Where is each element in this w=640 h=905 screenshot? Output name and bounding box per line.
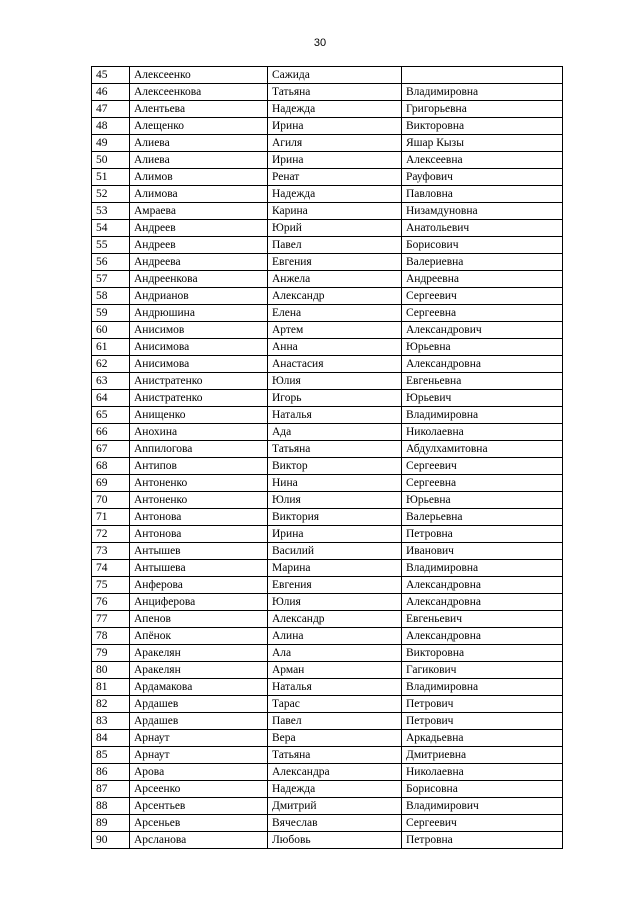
patronymic-cell: Иванович (402, 543, 563, 560)
table-row (92, 713, 563, 730)
table-row (92, 679, 563, 696)
last-name-cell: Аракелян (130, 662, 268, 679)
patronymic-cell: Дмитриевна (402, 747, 563, 764)
last-name-cell: Алексеенкова (130, 84, 268, 101)
table-row (92, 254, 563, 271)
row-number-cell: 63 (92, 373, 130, 390)
patronymic-cell: Сергеевич (402, 458, 563, 475)
row-number-cell: 62 (92, 356, 130, 373)
patronymic-cell: Сергеевна (402, 305, 563, 322)
last-name-cell: Анисимов (130, 322, 268, 339)
last-name-cell: Андрианов (130, 288, 268, 305)
first-name-cell: Юрий (268, 220, 402, 237)
table-row (92, 373, 563, 390)
first-name-cell: Алина (268, 628, 402, 645)
first-name-cell: Карина (268, 203, 402, 220)
first-name-cell: Александра (268, 764, 402, 781)
table-row (92, 118, 563, 135)
first-name-cell: Евгения (268, 254, 402, 271)
table-row (92, 152, 563, 169)
table-row (92, 832, 563, 849)
first-name-cell: Марина (268, 560, 402, 577)
patronymic-cell: Викторовна (402, 645, 563, 662)
table-row (92, 186, 563, 203)
table-row (92, 628, 563, 645)
first-name-cell: Павел (268, 713, 402, 730)
table-row (92, 730, 563, 747)
table-row (92, 696, 563, 713)
row-number-cell: 80 (92, 662, 130, 679)
patronymic-cell: Евгеньевна (402, 373, 563, 390)
row-number-cell: 48 (92, 118, 130, 135)
first-name-cell: Юлия (268, 492, 402, 509)
row-number-cell: 73 (92, 543, 130, 560)
last-name-cell: Арова (130, 764, 268, 781)
first-name-cell: Ада (268, 424, 402, 441)
first-name-cell: Александр (268, 611, 402, 628)
page-number: 30 (313, 37, 327, 49)
table-row (92, 84, 563, 101)
first-name-cell: Агиля (268, 135, 402, 152)
first-name-cell: Татьяна (268, 747, 402, 764)
row-number-cell: 75 (92, 577, 130, 594)
row-number-cell: 45 (92, 67, 130, 84)
first-name-cell: Анжела (268, 271, 402, 288)
row-number-cell: 72 (92, 526, 130, 543)
first-name-cell: Любовь (268, 832, 402, 849)
last-name-cell: Арсеенко (130, 781, 268, 798)
patronymic-cell: Владимировна (402, 84, 563, 101)
table-row (92, 271, 563, 288)
patronymic-cell: Сергеевич (402, 288, 563, 305)
patronymic-cell: Яшар Кызы (402, 135, 563, 152)
patronymic-cell: Борисовна (402, 781, 563, 798)
first-name-cell: Анна (268, 339, 402, 356)
table-row (92, 543, 563, 560)
patronymic-cell: Евгеньевич (402, 611, 563, 628)
row-number-cell: 87 (92, 781, 130, 798)
row-number-cell: 89 (92, 815, 130, 832)
last-name-cell: Антонова (130, 526, 268, 543)
row-number-cell: 83 (92, 713, 130, 730)
patronymic-cell: Владимировна (402, 560, 563, 577)
table-row (92, 220, 563, 237)
table-row (92, 305, 563, 322)
row-number-cell: 50 (92, 152, 130, 169)
row-number-cell: 71 (92, 509, 130, 526)
first-name-cell: Татьяна (268, 84, 402, 101)
row-number-cell: 79 (92, 645, 130, 662)
table-row (92, 509, 563, 526)
patronymic-cell: Александровна (402, 594, 563, 611)
patronymic-cell: Петрович (402, 713, 563, 730)
last-name-cell: Арнаут (130, 747, 268, 764)
first-name-cell: Виктор (268, 458, 402, 475)
row-number-cell: 70 (92, 492, 130, 509)
patronymic-cell: Гагикович (402, 662, 563, 679)
table-row (92, 662, 563, 679)
patronymic-cell: Юрьевна (402, 492, 563, 509)
patronymic-cell: Александровна (402, 356, 563, 373)
patronymic-cell: Александровна (402, 628, 563, 645)
table-row (92, 169, 563, 186)
last-name-cell: Антышев (130, 543, 268, 560)
patronymic-cell: Аркадьевна (402, 730, 563, 747)
first-name-cell: Павел (268, 237, 402, 254)
last-name-cell: Андреев (130, 237, 268, 254)
patronymic-cell: Борисович (402, 237, 563, 254)
table-row (92, 611, 563, 628)
row-number-cell: 66 (92, 424, 130, 441)
table-row (92, 101, 563, 118)
patronymic-cell: Юрьевна (402, 339, 563, 356)
table-row (92, 407, 563, 424)
first-name-cell: Наталья (268, 407, 402, 424)
first-name-cell: Надежда (268, 781, 402, 798)
last-name-cell: Алексеенко (130, 67, 268, 84)
row-number-cell: 60 (92, 322, 130, 339)
first-name-cell: Татьяна (268, 441, 402, 458)
patronymic-cell: Григорьевна (402, 101, 563, 118)
table-row (92, 390, 563, 407)
table-row (92, 747, 563, 764)
row-number-cell: 67 (92, 441, 130, 458)
table-row (92, 594, 563, 611)
table-row (92, 645, 563, 662)
last-name-cell: Анохина (130, 424, 268, 441)
patronymic-cell: Юрьевич (402, 390, 563, 407)
last-name-cell: Ардашев (130, 696, 268, 713)
row-number-cell: 64 (92, 390, 130, 407)
table-row (92, 135, 563, 152)
last-name-cell: Андреев (130, 220, 268, 237)
row-number-cell: 86 (92, 764, 130, 781)
last-name-cell: Антышева (130, 560, 268, 577)
first-name-cell: Нина (268, 475, 402, 492)
first-name-cell: Ренат (268, 169, 402, 186)
last-name-cell: Аракелян (130, 645, 268, 662)
last-name-cell: Андреенкова (130, 271, 268, 288)
row-number-cell: 85 (92, 747, 130, 764)
table-row (92, 492, 563, 509)
row-number-cell: 76 (92, 594, 130, 611)
patronymic-cell: Викторовна (402, 118, 563, 135)
table-row (92, 577, 563, 594)
row-number-cell: 59 (92, 305, 130, 322)
row-number-cell: 84 (92, 730, 130, 747)
patronymic-cell: Петровна (402, 832, 563, 849)
first-name-cell: Ирина (268, 152, 402, 169)
last-name-cell: Апёнок (130, 628, 268, 645)
table-row (92, 237, 563, 254)
patronymic-cell: Абдулхамитовна (402, 441, 563, 458)
table-row (92, 356, 563, 373)
last-name-cell: Алимова (130, 186, 268, 203)
table-row (92, 475, 563, 492)
last-name-cell: Анистратенко (130, 390, 268, 407)
first-name-cell: Игорь (268, 390, 402, 407)
table-row (92, 203, 563, 220)
last-name-cell: Арсентьев (130, 798, 268, 815)
patronymic-cell: Алексеевна (402, 152, 563, 169)
row-number-cell: 54 (92, 220, 130, 237)
patronymic-cell: Владимировна (402, 679, 563, 696)
patronymic-cell: Андреевна (402, 271, 563, 288)
last-name-cell: Алентьева (130, 101, 268, 118)
table-row (92, 764, 563, 781)
last-name-cell: Анистратенко (130, 373, 268, 390)
row-number-cell: 53 (92, 203, 130, 220)
last-name-cell: Антипов (130, 458, 268, 475)
last-name-cell: Алимов (130, 169, 268, 186)
last-name-cell: Амраева (130, 203, 268, 220)
last-name-cell: Алиева (130, 135, 268, 152)
patronymic-cell: Петровна (402, 526, 563, 543)
names-table-body (92, 67, 563, 849)
patronymic-cell: Валериевна (402, 254, 563, 271)
table-row (92, 458, 563, 475)
row-number-cell: 78 (92, 628, 130, 645)
last-name-cell: Андреева (130, 254, 268, 271)
row-number-cell: 74 (92, 560, 130, 577)
first-name-cell: Анастасия (268, 356, 402, 373)
first-name-cell: Надежда (268, 101, 402, 118)
table-row (92, 560, 563, 577)
patronymic-cell: Александрович (402, 322, 563, 339)
row-number-cell: 61 (92, 339, 130, 356)
row-number-cell: 55 (92, 237, 130, 254)
last-name-cell: Анищенко (130, 407, 268, 424)
names-table (91, 66, 563, 849)
patronymic-cell: Владимировна (402, 407, 563, 424)
last-name-cell: Апенов (130, 611, 268, 628)
patronymic-cell: Петрович (402, 696, 563, 713)
first-name-cell: Надежда (268, 186, 402, 203)
patronymic-cell: Анатольевич (402, 220, 563, 237)
table-row (92, 798, 563, 815)
row-number-cell: 88 (92, 798, 130, 815)
first-name-cell: Ирина (268, 118, 402, 135)
last-name-cell: Арнаут (130, 730, 268, 747)
table-row (92, 288, 563, 305)
patronymic-cell: Сергеевич (402, 815, 563, 832)
table-row (92, 67, 563, 84)
last-name-cell: Анисимова (130, 339, 268, 356)
row-number-cell: 49 (92, 135, 130, 152)
row-number-cell: 47 (92, 101, 130, 118)
row-number-cell: 81 (92, 679, 130, 696)
patronymic-cell: Николаевна (402, 764, 563, 781)
row-number-cell: 52 (92, 186, 130, 203)
row-number-cell: 90 (92, 832, 130, 849)
patronymic-cell: Павловна (402, 186, 563, 203)
patronymic-cell: Сергеевна (402, 475, 563, 492)
first-name-cell: Юлия (268, 594, 402, 611)
row-number-cell: 77 (92, 611, 130, 628)
row-number-cell: 56 (92, 254, 130, 271)
row-number-cell: 46 (92, 84, 130, 101)
first-name-cell: Вячеслав (268, 815, 402, 832)
patronymic-cell: Валерьевна (402, 509, 563, 526)
table-row (92, 322, 563, 339)
row-number-cell: 58 (92, 288, 130, 305)
first-name-cell: Ала (268, 645, 402, 662)
first-name-cell: Тарас (268, 696, 402, 713)
table-row (92, 424, 563, 441)
patronymic-cell: Низамдуновна (402, 203, 563, 220)
last-name-cell: Алещенко (130, 118, 268, 135)
row-number-cell: 51 (92, 169, 130, 186)
first-name-cell: Вера (268, 730, 402, 747)
last-name-cell: Алиева (130, 152, 268, 169)
last-name-cell: Антоненко (130, 492, 268, 509)
first-name-cell: Виктория (268, 509, 402, 526)
first-name-cell: Арман (268, 662, 402, 679)
first-name-cell: Елена (268, 305, 402, 322)
last-name-cell: Анциферова (130, 594, 268, 611)
row-number-cell: 69 (92, 475, 130, 492)
last-name-cell: Антоненко (130, 475, 268, 492)
first-name-cell: Дмитрий (268, 798, 402, 815)
last-name-cell: Арсеньев (130, 815, 268, 832)
last-name-cell: Антонова (130, 509, 268, 526)
patronymic-cell: Николаевна (402, 424, 563, 441)
first-name-cell: Наталья (268, 679, 402, 696)
first-name-cell: Александр (268, 288, 402, 305)
last-name-cell: Анферова (130, 577, 268, 594)
row-number-cell: 82 (92, 696, 130, 713)
last-name-cell: Ардамакова (130, 679, 268, 696)
patronymic-cell: Рауфович (402, 169, 563, 186)
last-name-cell: Арсланова (130, 832, 268, 849)
first-name-cell: Сажида (268, 67, 402, 84)
last-name-cell: Anпилогова (130, 441, 268, 458)
table-row (92, 441, 563, 458)
row-number-cell: 68 (92, 458, 130, 475)
table-row (92, 815, 563, 832)
first-name-cell: Юлия (268, 373, 402, 390)
first-name-cell: Евгения (268, 577, 402, 594)
row-number-cell: 57 (92, 271, 130, 288)
patronymic-cell: Владимирович (402, 798, 563, 815)
row-number-cell: 65 (92, 407, 130, 424)
table-row (92, 339, 563, 356)
first-name-cell: Артем (268, 322, 402, 339)
patronymic-cell: Александровна (402, 577, 563, 594)
first-name-cell: Ирина (268, 526, 402, 543)
last-name-cell: Андрюшина (130, 305, 268, 322)
patronymic-cell (402, 67, 563, 84)
table-row (92, 781, 563, 798)
first-name-cell: Василий (268, 543, 402, 560)
table-row (92, 526, 563, 543)
last-name-cell: Анисимова (130, 356, 268, 373)
last-name-cell: Ардашев (130, 713, 268, 730)
